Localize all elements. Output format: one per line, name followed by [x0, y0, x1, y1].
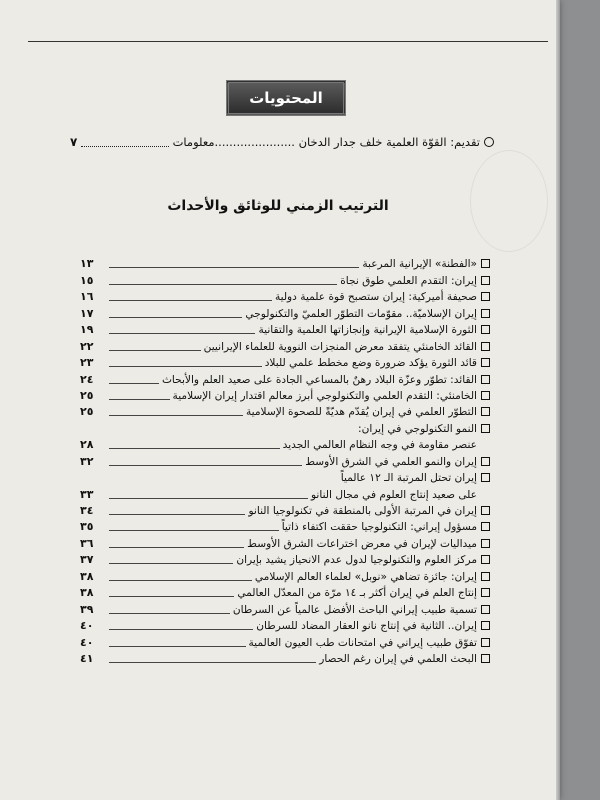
intro-entry: [70, 132, 494, 152]
checkbox-icon: [481, 292, 490, 301]
checkbox-icon: [481, 539, 490, 548]
toc-entry-label: إيران.. الثانية في إنتاج نانو العقار المضاد للسرطان: [256, 620, 477, 633]
toc-entry: [80, 650, 490, 666]
intro-page-number: ٧: [70, 135, 78, 149]
toc-entry: [80, 551, 490, 567]
checkbox-icon: [481, 522, 490, 531]
toc-entry-label: إيران في المرتبة الأولى بالمنطقة في تكنولوجيا النانو: [248, 505, 477, 517]
toc-entry: [80, 354, 490, 370]
checkbox-icon: [481, 424, 490, 433]
leader-line: [109, 498, 308, 499]
contents-header: [226, 80, 346, 116]
toc-entry-label: صحيفة أميركية: إيران ستصبح قوة علمية دولية: [274, 291, 477, 304]
toc-page-number: ١٧: [80, 306, 94, 320]
toc-page-number: ٣٧: [80, 553, 94, 567]
toc-page-number: ٢٤: [80, 372, 94, 386]
toc-entry-label: مركز العلوم والتكنولوجيا لدول عدم الانحياز يشيد بإيران: [236, 554, 477, 567]
toc-page-number: ١٦: [80, 290, 94, 304]
toc-entry: [80, 271, 490, 287]
checkbox-icon: [481, 654, 490, 663]
toc-entry-label: التطوّر العلمي في إيران يُقدّم هديّةً للصحوة الإسلامية: [245, 406, 477, 419]
toc-entry: [80, 321, 490, 337]
toc-entry-label: الثورة الإسلامية الإيرانية وإنجازاتها العلمية والتقانية: [258, 324, 477, 337]
toc-entry-label: القائد الخامنئي يتفقد معرض المنجزات النووية للعلماء الإيرانيين: [203, 340, 477, 353]
checkbox-icon: [481, 588, 490, 597]
toc-entry: [80, 403, 490, 419]
toc-list: [80, 255, 490, 666]
toc-page-number: ٣٩: [80, 602, 94, 616]
checkbox-icon: [481, 391, 490, 400]
toc-entry: [80, 633, 490, 649]
leader-line: [109, 399, 170, 400]
toc-page-number: ٤١: [80, 651, 94, 665]
leader-line: [109, 514, 245, 515]
contents-title: المحتويات: [249, 89, 323, 107]
top-rule: [28, 41, 548, 42]
toc-entry: [80, 419, 490, 435]
toc-entry-label: قائد الثورة يؤكد ضرورة وضع مخطط علمي للبلاد: [264, 357, 477, 370]
toc-entry: [80, 502, 490, 518]
toc-entry: [80, 304, 490, 320]
leader-line: [109, 613, 230, 614]
toc-entry-label: الخامنئي: التقدم العلمي والتكنولوجي أبرز معالم اقتدار إيران الإسلامية: [172, 389, 477, 402]
toc-page-number: ٣٣: [80, 487, 94, 501]
leader-dots: [81, 138, 168, 147]
checkbox-icon: [481, 276, 490, 285]
toc-page-number: ٣٦: [80, 536, 94, 550]
checkbox-icon: [481, 358, 490, 367]
leader-line: [109, 333, 255, 334]
toc-entry: [80, 617, 490, 633]
toc-entry-label: تسمية طبيب إيراني الباحث الأفضل عالمياً عن السرطان: [232, 603, 477, 616]
toc-entry-label: إيران تحتل المرتبة الـ ١٢ عالمياً: [340, 472, 477, 485]
checkbox-icon: [481, 440, 490, 449]
toc-page-number: ٣٨: [80, 569, 94, 583]
toc-entry-label: البحث العلمي في إيران رغم الحصار: [319, 652, 477, 665]
toc-page-number: ٢٥: [80, 388, 94, 402]
toc-page-number: ٤٠: [80, 619, 94, 633]
section-heading: الترتيب الزمني للوثائق والأحداث: [167, 198, 389, 214]
leader-line: [109, 317, 242, 318]
toc-entry: [80, 436, 490, 452]
leader-line: [109, 300, 272, 301]
toc-page-number: [80, 484, 106, 485]
checkbox-icon: [481, 572, 490, 581]
intro-label: تقديم: القوّة العلمية خلف جدار الدخان ......................معلومات: [172, 135, 480, 149]
leader-line: [109, 662, 316, 663]
toc-page-number: ١٥: [80, 273, 94, 287]
toc-entry: [80, 584, 490, 600]
toc-entry: [80, 534, 490, 550]
checkbox-icon: [481, 555, 490, 564]
checkbox-icon: [481, 506, 490, 515]
leader-line: [109, 415, 243, 416]
checkbox-icon: [481, 457, 490, 466]
toc-entry: [80, 485, 490, 501]
checkbox-icon: [481, 309, 490, 318]
toc-entry-label: النمو التكنولوجي في إيران:: [358, 422, 477, 435]
toc-entry: [80, 255, 490, 271]
toc-entry: [80, 518, 490, 534]
leader-line: [109, 448, 280, 449]
toc-page-number: ٢٥: [80, 405, 94, 419]
toc-entry: [80, 387, 490, 403]
toc-entry: [80, 370, 490, 386]
leader-line: [109, 580, 252, 581]
toc-page-number: ١٣: [80, 257, 94, 271]
toc-page-number: ٣٥: [80, 520, 94, 534]
toc-page-number: ٣٤: [80, 504, 94, 517]
toc-entry: [80, 288, 490, 304]
toc-entry: [80, 452, 490, 468]
leader-line: [109, 267, 359, 268]
toc-entry-label: إيران: جائزة تضاهي «نوبل» لعلماء العالم الإسلامي: [254, 570, 477, 583]
toc-entry-label: إيران: التقدم العلمي طوق نجاة: [340, 274, 477, 287]
toc-page-number: ٣٢: [80, 454, 94, 468]
leader-line: [109, 284, 337, 285]
toc-page-number: ٤٠: [80, 635, 94, 649]
checkbox-icon: [481, 621, 490, 630]
leader-line: [109, 646, 246, 647]
bullet-circle-icon: [484, 137, 494, 147]
toc-entry-label: مسؤول إيراني: التكنولوجيا حققت اكتفاء ذاتياً: [281, 521, 477, 534]
toc-entry: [80, 567, 490, 583]
leader-line: [109, 350, 201, 351]
toc-entry-label: عنصر مقاومة في وجه النظام العالمي الجديد: [282, 439, 477, 452]
leader-line: [109, 547, 244, 548]
toc-page-number: ٢٢: [80, 339, 94, 353]
leader-line: [109, 383, 159, 384]
leader-line: [109, 563, 233, 564]
toc-entry: [80, 600, 490, 616]
checkbox-icon: [481, 342, 490, 351]
checkbox-icon: [481, 638, 490, 647]
toc-entry-label: إيران الإسلاميّة.. مقوّمات التطوّر العلميّ والتكنولوجي: [245, 307, 477, 320]
toc-page-number: ٣٨: [80, 586, 94, 600]
checkbox-icon: [481, 490, 490, 499]
toc-entry-label: إيران والنمو العلمي في الشرق الأوسط: [305, 455, 477, 468]
toc-entry-label: القائد: تطوّر وعزّة البلاد رهنٌ بالمساعي الجادة على صعيد العلم والأبحاث: [161, 373, 477, 386]
toc-page-number: ٢٨: [80, 438, 94, 452]
leader-line: [109, 530, 279, 531]
leader-line: [109, 629, 253, 630]
toc-entry-label: ميداليات لإيران في معرض اختراعات الشرق الأوسط: [247, 537, 477, 550]
toc-entry-label: تفوّق طبيب إيراني في امتحانات طب العيون العالمية: [248, 636, 477, 649]
leader-line: [109, 596, 234, 597]
toc-entry: [80, 469, 490, 485]
leader-line: [109, 465, 302, 466]
checkbox-icon: [481, 325, 490, 334]
toc-page-number: ١٩: [80, 323, 94, 337]
checkbox-icon: [481, 605, 490, 614]
toc-page-number: ٢٣: [80, 356, 94, 370]
toc-entry-label: «الفطنة» الإيرانية المرعبة: [362, 258, 477, 271]
toc-entry-label: إنتاج العلم في إيران أكثر بـ ١٤ مرّة من المعدّل العالمي: [237, 587, 477, 600]
toc-page-number: [80, 435, 106, 436]
checkbox-icon: [481, 473, 490, 482]
toc-entry-label: على صعيد إنتاج العلوم في مجال النانو: [310, 488, 477, 501]
toc-entry: [80, 337, 490, 353]
checkbox-icon: [481, 259, 490, 268]
checkbox-icon: [481, 375, 490, 384]
leader-line: [109, 366, 262, 367]
checkbox-icon: [481, 407, 490, 416]
